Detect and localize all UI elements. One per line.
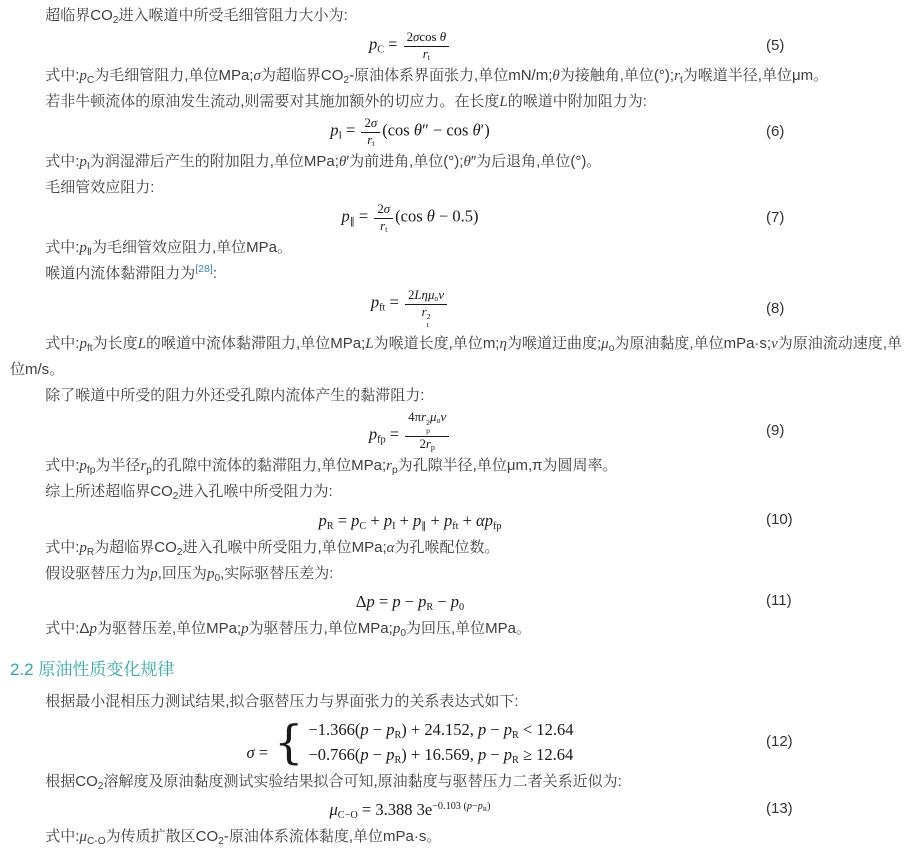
variable: σ	[253, 68, 261, 85]
text-run: =	[385, 424, 404, 444]
superscript: 2	[426, 312, 431, 322]
fraction-numerator	[361, 117, 380, 132]
equation-number: (12)	[766, 732, 793, 750]
variable: p	[368, 34, 378, 54]
text-run: 进入孔喉中所受阻力为:	[178, 483, 333, 501]
variable: r	[674, 68, 680, 85]
equation-number: (9)	[766, 422, 785, 440]
variable: p	[466, 801, 472, 813]
variable: σ	[383, 202, 391, 217]
text-run: ′	[480, 120, 485, 140]
text-run: −	[368, 719, 387, 739]
variable: r	[425, 436, 431, 451]
text-run: −0.766(	[308, 744, 361, 764]
subscript: t	[427, 52, 430, 62]
subscript: 2	[172, 491, 179, 503]
variable: L	[365, 336, 374, 353]
equation-block	[10, 589, 810, 614]
paragraph	[10, 3, 902, 29]
paragraph	[10, 561, 902, 587]
text-run: − 0.5)	[434, 206, 479, 226]
text-run: 为润湿滞后产生的附加阻力,单位MPa;	[89, 153, 339, 171]
variable: v	[771, 336, 778, 353]
text-run: :	[212, 265, 217, 283]
subscript: C	[359, 520, 367, 532]
subscript: Ⅱ	[86, 246, 92, 258]
subscript: I	[86, 160, 90, 172]
subscript: R	[86, 546, 95, 558]
text-run: 为超临界CO	[94, 538, 177, 556]
text-run: 为喉道半径,单位μm。	[682, 67, 829, 85]
text-run: 的喉道中附加阻力为:	[507, 93, 647, 111]
variable: θ	[472, 120, 481, 140]
paragraph	[10, 63, 902, 89]
text-run: +	[395, 510, 414, 530]
subscript: p	[146, 465, 152, 477]
text-run: 根据CO	[45, 772, 98, 790]
text-run: 为原油黏度,单位mPa·s;	[614, 335, 772, 353]
text-run: 为驱替压差,单位MPa;	[96, 619, 242, 637]
variable: p	[360, 744, 369, 764]
variable: p	[150, 565, 158, 582]
equation-number: (8)	[766, 300, 785, 318]
text-run: 式中:	[45, 239, 80, 257]
text-run: 2	[406, 30, 414, 44]
equation-formula	[341, 203, 478, 233]
subscript: C	[377, 44, 385, 56]
equation-formula	[319, 509, 502, 533]
text-run: (cos	[382, 120, 414, 140]
subscript: ∥	[421, 520, 427, 532]
text-run: −	[471, 801, 478, 813]
variable: σ	[370, 116, 378, 131]
subscript: 0	[214, 572, 221, 584]
paragraph	[10, 261, 902, 287]
superscript: 2	[426, 417, 430, 427]
text-run: 2	[364, 116, 371, 131]
text-run: cos	[419, 30, 440, 44]
paragraph	[10, 479, 902, 505]
subscript: t	[426, 320, 429, 330]
text-run: 喉道内流体黏滞阻力为	[45, 265, 196, 283]
variable: p	[503, 719, 513, 739]
paragraph	[10, 383, 902, 409]
paragraph	[10, 824, 902, 850]
section-heading: 2.2 原油性质变化规律	[10, 659, 175, 679]
variable: p	[89, 620, 97, 637]
text-run: 假设驱替压力为	[45, 564, 151, 582]
subscript: ft	[452, 520, 459, 532]
fraction-numerator	[374, 203, 393, 218]
variable: v	[438, 288, 445, 303]
text-run: 为驱替压力,单位MPa;	[248, 619, 393, 637]
variable: θ	[426, 206, 435, 226]
variable: p	[477, 801, 483, 813]
text-run: ″为后退角,单位(°)。	[470, 153, 602, 171]
variable: θ	[338, 154, 347, 171]
variable: μ	[429, 410, 437, 425]
fraction-denominator	[405, 304, 447, 330]
text-run: 溶解度及原油黏度测试实验结果拟合可知,原油黏度与驱替压力二者关系近似为:	[103, 772, 622, 790]
variable: p	[477, 744, 487, 764]
text-run: ,回压为	[157, 564, 207, 582]
paragraph	[10, 149, 902, 175]
text-run: Δ	[355, 591, 367, 611]
equation-number: (5)	[766, 37, 785, 55]
paragraph	[10, 331, 902, 383]
equation-formula	[371, 289, 449, 329]
variable: μ	[427, 288, 435, 303]
variable: p	[206, 565, 215, 582]
text-run: < 12.64	[518, 719, 574, 739]
variable: p	[477, 719, 487, 739]
text-run: 超临界CO	[45, 7, 113, 24]
text-run: +	[366, 510, 384, 530]
variable: θ	[413, 120, 422, 140]
subscript: I	[338, 130, 342, 142]
variable: r	[140, 458, 147, 475]
text-run: 式中:	[45, 538, 80, 556]
equation-number: (7)	[766, 209, 785, 227]
text-run: 为喉道迂曲度;	[506, 335, 602, 353]
text-run: 为毛细管效应阻力,单位MPa。	[91, 239, 292, 257]
variable: η	[421, 288, 428, 303]
variable: p	[368, 424, 378, 444]
variable: r	[422, 46, 428, 61]
fraction-numerator	[405, 289, 447, 304]
variable: p	[79, 336, 87, 353]
subscript: 2	[343, 74, 350, 86]
fraction-denominator	[405, 436, 449, 452]
variable: L	[414, 288, 422, 303]
text-run: 的喉道中流体黏滞阻力,单位MPa;	[145, 335, 366, 353]
subscript: R	[394, 729, 402, 741]
subscript: 2	[176, 546, 183, 558]
subscript: fp	[492, 520, 502, 532]
cases-group	[272, 714, 574, 769]
fraction-denominator	[404, 46, 449, 62]
text-run: =	[341, 120, 360, 140]
fraction-denominator	[361, 132, 380, 148]
equation-block	[10, 289, 810, 329]
fraction	[404, 31, 449, 61]
paragraph	[10, 535, 902, 561]
variable: μ	[79, 829, 87, 846]
subscript: R	[512, 754, 519, 766]
text-run: 为回压,单位MPa。	[405, 619, 531, 637]
variable: r	[367, 132, 373, 147]
subscript: p	[430, 443, 435, 453]
text-run: ,实际驱替压差为:	[220, 564, 334, 582]
equation-formula	[330, 798, 491, 822]
text-run: =	[385, 292, 403, 312]
subscript: ∥	[349, 216, 355, 228]
text-run: 为孔隙半径,单位μm,π为圆周率。	[397, 457, 618, 475]
text-run: 2	[419, 436, 426, 451]
subscript: t	[385, 224, 388, 234]
text-run: 式中:	[45, 828, 80, 846]
text-run: (cos	[395, 206, 427, 226]
variable: p	[360, 719, 369, 739]
equation-block	[10, 117, 810, 147]
equation-block	[10, 714, 810, 769]
text-run: ″	[421, 120, 429, 140]
variable: p	[341, 206, 350, 226]
variable: p	[351, 510, 360, 530]
text-run: 进入孔喉中所受阻力,单位MPa;	[182, 538, 387, 556]
subscript: o	[608, 343, 615, 355]
text-run: 为超临界CO	[260, 67, 344, 85]
paragraph	[10, 89, 902, 115]
text-run: 式中:Δ	[45, 619, 90, 637]
cases-row	[308, 717, 573, 742]
paragraph	[10, 175, 902, 201]
text-run: ≥ 12.64	[518, 744, 574, 764]
text-run: = 3.388 3e	[357, 800, 433, 820]
text-run: 2	[407, 288, 415, 303]
text-run: 为长度	[92, 335, 138, 353]
fraction-numerator	[404, 31, 449, 46]
text-run: 进入喉道中所受毛细管阻力大小为:	[118, 7, 348, 24]
fraction	[361, 117, 380, 147]
text-run: 毛细管效应阻力:	[45, 179, 155, 197]
variable: p	[383, 510, 393, 530]
equation-formula	[369, 411, 451, 451]
text-run: 2	[377, 202, 384, 217]
variable: μ	[329, 800, 338, 820]
paragraph	[10, 769, 902, 795]
text-run: ) + 24.152,	[401, 719, 478, 739]
variable: p	[79, 458, 87, 475]
variable: p	[418, 591, 427, 611]
text-run: -原油体系界面张力,单位mN/m;	[349, 67, 553, 85]
text-run: 综上所述超临界CO	[45, 483, 173, 501]
text-run: 若非牛顿流体的原油发生流动,则需要对其施加额外的切应力。在长度	[45, 93, 500, 111]
variable: α	[386, 539, 395, 556]
subscript: C-O	[86, 835, 106, 847]
text-run: −1.366(	[308, 719, 361, 739]
variable: μ	[601, 336, 609, 353]
text-run: −	[486, 719, 504, 739]
variable: p	[450, 591, 460, 611]
equation-block	[10, 31, 810, 61]
variable: θ	[463, 154, 471, 171]
text-run: ) + 16.569,	[401, 744, 478, 764]
equation-block	[10, 411, 810, 451]
text-run: 除了喉道中所受的阻力外还受孔隙内流体产生的黏滞阻力:	[45, 387, 425, 405]
equation-number: (13)	[766, 800, 793, 818]
text-run: 式中:	[45, 335, 80, 353]
variable: p	[79, 240, 87, 257]
subscript: R	[394, 754, 402, 766]
text-run: −	[400, 591, 419, 611]
equation-block	[10, 507, 810, 532]
text-run: 为传质扩散区CO	[105, 828, 219, 846]
text-run: =	[254, 742, 273, 762]
subscript: fp	[377, 434, 386, 446]
text-run: −	[486, 744, 504, 764]
variable: p	[386, 744, 395, 764]
subscript: 0	[459, 601, 465, 613]
variable: v	[440, 410, 447, 425]
cases-rows	[308, 717, 573, 767]
paragraph	[10, 616, 902, 642]
subscript: 2	[112, 14, 119, 26]
fraction	[374, 203, 393, 233]
variable: p	[413, 510, 422, 530]
left-brace-glyph: {	[274, 714, 304, 769]
subscript: 0	[400, 627, 406, 639]
variable: p	[79, 154, 87, 171]
text-run: 为半径	[95, 457, 141, 475]
variable: p	[330, 120, 339, 140]
sub-sup-stack	[427, 313, 431, 329]
subscript: R	[326, 520, 334, 532]
superscript-group	[432, 801, 490, 812]
text-run: 的孔隙中流体的黏滞阻力,单位MPa;	[151, 457, 387, 475]
text-run: +	[458, 510, 477, 530]
variable: r	[380, 218, 386, 233]
paragraph	[10, 453, 902, 479]
subscript: fp	[86, 465, 96, 477]
variable: σ	[246, 742, 255, 762]
variable: L	[137, 336, 146, 353]
subscript: ft	[86, 343, 93, 355]
variable: L	[499, 94, 508, 111]
text-run: -原油体系流体黏度,单位mPa·s。	[223, 828, 442, 846]
equation-formula	[330, 117, 490, 147]
variable: r	[386, 458, 392, 475]
subscript: p	[426, 425, 430, 435]
text-run: ′为前进角,单位(°);	[346, 153, 464, 171]
text-run: 4π	[408, 410, 422, 425]
subscript: ft	[379, 302, 386, 314]
variable: p	[503, 744, 513, 764]
variable: σ	[413, 30, 420, 44]
variable: p	[241, 620, 249, 637]
subscript: p	[391, 465, 398, 477]
text-run: 为原油流动速度,单位m/s。	[10, 335, 902, 379]
equation-number: (10)	[766, 511, 793, 529]
variable: p	[366, 591, 375, 611]
variable: p	[79, 539, 87, 556]
subscript: o	[434, 294, 439, 304]
fraction	[405, 411, 449, 451]
subscript: t	[372, 138, 375, 148]
variable: p	[370, 292, 380, 312]
text-run: 为喉道长度,单位m;	[373, 335, 500, 353]
variable: θ	[439, 30, 447, 44]
text-run: =	[384, 34, 402, 54]
variable: p	[318, 510, 327, 530]
subscript: 2	[97, 780, 104, 792]
variable: r	[421, 410, 427, 425]
text-run: −	[368, 744, 387, 764]
fraction	[405, 289, 447, 329]
text-run: )	[484, 120, 490, 140]
variable: η	[499, 336, 507, 353]
subscript: C	[86, 74, 95, 86]
text-run: −	[433, 591, 451, 611]
subscript: I	[392, 520, 396, 532]
subscript: t	[679, 74, 683, 86]
text-run: =	[333, 510, 352, 530]
citation-link[interactable]: [28]	[195, 263, 213, 276]
variable: r	[421, 304, 427, 319]
text-run: 为孔喉配位数。	[394, 538, 500, 556]
variable: p	[386, 719, 395, 739]
text-run: +	[426, 510, 444, 530]
variable: p	[79, 68, 87, 85]
subscript: C−O	[337, 809, 358, 821]
text-run: )	[487, 801, 491, 813]
text-run: − cos	[428, 120, 473, 140]
equation-number: (11)	[766, 592, 792, 610]
variable: α	[476, 510, 485, 530]
text-run: 根据最小混相压力测试结果,拟合驱替压力与界面张力的关系表达式如下:	[45, 692, 519, 710]
variable: θ	[552, 68, 560, 85]
fraction-denominator	[374, 218, 393, 234]
subscript: 2	[218, 835, 224, 847]
equation-block	[10, 203, 810, 233]
equation-block	[10, 797, 810, 822]
cases-row	[308, 742, 573, 767]
equation-formula	[369, 31, 451, 61]
subscript: R	[426, 601, 434, 613]
equation-formula	[246, 714, 574, 769]
text-run: =	[354, 206, 373, 226]
paragraph	[10, 689, 902, 715]
subscript: R	[482, 806, 488, 814]
subscript: o	[436, 416, 441, 426]
paragraph	[10, 235, 902, 261]
text-run: 为接触角,单位(°);	[559, 67, 675, 85]
variable: p	[484, 510, 493, 530]
text-run: 式中:	[45, 153, 80, 171]
variable: p	[392, 591, 401, 611]
text-run: 式中:	[45, 457, 80, 475]
subscript: R	[512, 729, 519, 741]
variable: p	[443, 510, 453, 530]
variable: p	[392, 620, 401, 637]
text-run: =	[374, 591, 393, 611]
fraction-numerator	[405, 411, 449, 436]
text-run: 式中:	[45, 67, 80, 85]
text-run: −0.103 (	[432, 801, 467, 813]
equation-number: (6)	[766, 123, 785, 141]
equation-formula	[356, 590, 464, 614]
text-run: 为毛细管阻力,单位MPa;	[94, 67, 254, 85]
